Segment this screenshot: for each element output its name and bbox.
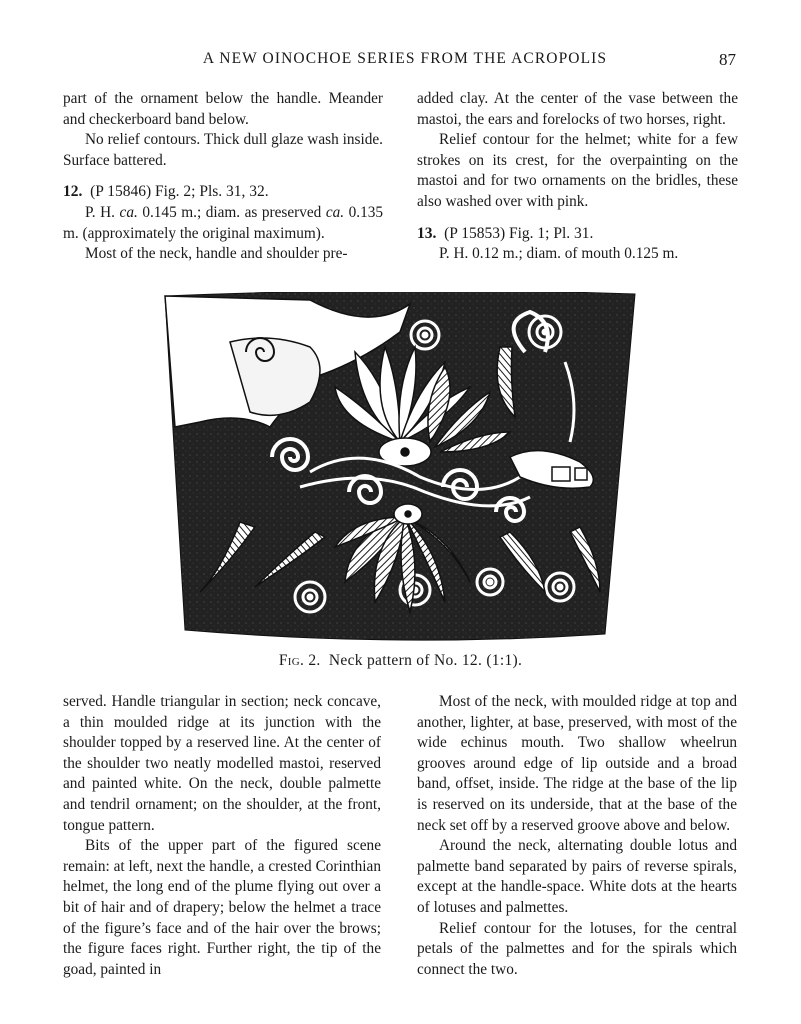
paragraph: Most of the neck, with moulded ridge at top and another, lighter, at base, preserved, with most of the wide echinus mouth. Two shallow wheelrun grooves around edge of lip outside and a broad band, offset, inside. The ridge at the base of the lip is reserved on its underside, that at the base of the neck set off by a reserved groove above and below. [417, 693, 737, 834]
page-number: 87 [719, 50, 736, 69]
paragraph: Bits of the upper part of the figured scene remain: at left, next the handle, a crested Corinthian helmet, the long end of the plume flying out over a bit of hair and of drapery; below the helmet a trace of the figure’s face and of the hair over the brows; the figure faces right. Further right, the tip of the goad, painted in [63, 837, 381, 978]
entry-reference: (P 15846) Fig. 2; Pls. 31, 32. [90, 183, 269, 201]
column-bottom-left [63, 692, 381, 980]
neck-pattern-drawing [160, 292, 640, 644]
catalogue-entry-13-heading [417, 224, 738, 245]
column-top-left [63, 89, 383, 265]
catalogue-entry-12-heading [63, 182, 383, 203]
paragraph: Relief contour for the lotuses, for the central petals of the palmettes and for the spirals which connect the two. [417, 919, 737, 978]
running-title: A NEW OINOCHOE SERIES FROM THE ACROPOLIS [202, 50, 608, 67]
paragraph: Most of the neck, handle and shoulder pre- [85, 245, 348, 263]
entry-number: 12. [63, 183, 83, 201]
paragraph: part of the ornament below the handle. Meander and checkerboard band below. [63, 90, 383, 128]
paragraph: Around the neck, alternating double lotus and palmette band separated by pairs of reverse spirals, except at the handle-space. White dots at the hearts of lotuses and palmettes. [417, 837, 737, 916]
paragraph: added clay. At the center of the vase between the mastoi, the ears and forelocks of two horses, right. [417, 90, 738, 128]
column-bottom-right [417, 692, 737, 980]
entry-reference: (P 15853) Fig. 1; Pl. 31. [444, 224, 594, 242]
running-head [60, 50, 750, 72]
column-top-right [417, 89, 738, 265]
entry-number: 13. [417, 224, 437, 242]
paragraph: No relief contours. Thick dull glaze wash inside. Surface battered. [63, 131, 383, 169]
paragraph: Relief contour for the helmet; white for a few strokes on its crest, for the overpainting on the mastoi and for two ornaments on the bridles, these also washed over with pink. [417, 131, 738, 210]
paragraph: served. Handle triangular in section; neck concave, a thin moulded ridge at its junction with the shoulder topped by a reserved line. At the center of the shoulder two neatly modelled mastoi, reserved and painted white. On the neck, double palmette and tendril ornament; on the shoulder, at the front, tongue pattern. [63, 693, 381, 834]
figure-caption: Fig. 2. Neck pattern of No. 12. (1:1). [278, 652, 523, 669]
figure-neck-pattern [160, 292, 640, 644]
paragraph: P. H. ca. 0.145 m.; diam. as preserved ca. 0.135 m. (approximately the original maximum). [63, 203, 384, 242]
paragraph: P. H. 0.12 m.; diam. of mouth 0.125 m. [439, 245, 679, 263]
